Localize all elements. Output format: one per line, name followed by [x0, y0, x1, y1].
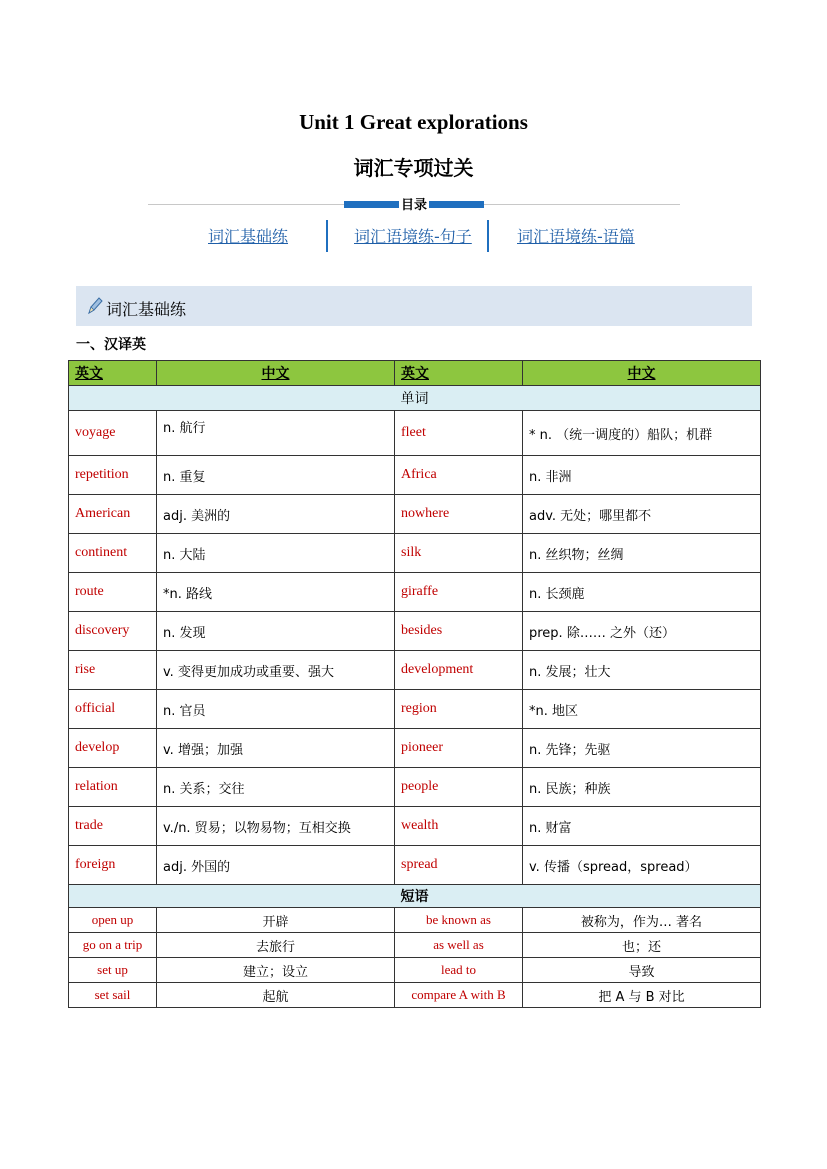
- word-english: voyage: [69, 411, 157, 456]
- header-english: 英文: [395, 361, 523, 386]
- vocabulary-table: [68, 360, 761, 1008]
- toc-label: 目录: [399, 194, 429, 213]
- phrase-english: set sail: [69, 983, 157, 1008]
- phrase-english: as well as: [395, 933, 523, 958]
- toc-separator: [326, 220, 328, 252]
- word-chinese: v. 变得更加成功或重要、强大: [157, 651, 395, 690]
- word-chinese: n. 发展；壮大: [523, 651, 761, 690]
- word-english: people: [395, 768, 523, 807]
- phrase-chinese: 导致: [523, 958, 761, 983]
- word-english: region: [395, 690, 523, 729]
- word-chinese: n. 官员: [157, 690, 395, 729]
- pencil-icon: [86, 296, 104, 316]
- word-english: rise: [69, 651, 157, 690]
- category-label: 短语: [69, 885, 761, 908]
- word-english: trade: [69, 807, 157, 846]
- table-row: [69, 933, 761, 958]
- table-row: [69, 534, 761, 573]
- word-chinese: n. 丝织物；丝绸: [523, 534, 761, 573]
- word-chinese: n. 大陆: [157, 534, 395, 573]
- word-chinese: n. 非洲: [523, 456, 761, 495]
- header-english: 英文: [69, 361, 157, 386]
- table-row: [69, 846, 761, 885]
- phrase-english: set up: [69, 958, 157, 983]
- word-chinese: n. 财富: [523, 807, 761, 846]
- phrase-english: open up: [69, 908, 157, 933]
- word-chinese: n. 先锋；先驱: [523, 729, 761, 768]
- phrase-chinese: 去旅行: [157, 933, 395, 958]
- table-row: [69, 958, 761, 983]
- word-english: giraffe: [395, 573, 523, 612]
- phrase-english: lead to: [395, 958, 523, 983]
- word-english: develop: [69, 729, 157, 768]
- toc-separator: [487, 220, 489, 252]
- word-chinese: adj. 外国的: [157, 846, 395, 885]
- table-row: [69, 573, 761, 612]
- word-english: Africa: [395, 456, 523, 495]
- word-english: development: [395, 651, 523, 690]
- header-chinese: 中文: [157, 361, 395, 386]
- table-row: [69, 612, 761, 651]
- word-chinese: n. 重复: [157, 456, 395, 495]
- word-chinese: n. 关系；交往: [157, 768, 395, 807]
- word-english: fleet: [395, 411, 523, 456]
- page-title: Unit 1 Great explorations: [299, 110, 528, 134]
- phrase-chinese: 被称为，作为… 著名: [523, 908, 761, 933]
- word-english: pioneer: [395, 729, 523, 768]
- table-header-row: [69, 361, 761, 386]
- phrase-chinese: 把 A 与 B 对比: [523, 983, 761, 1008]
- phrase-english: compare A with B: [395, 983, 523, 1008]
- word-chinese: v. 增强；加强: [157, 729, 395, 768]
- word-chinese: n. 发现: [157, 612, 395, 651]
- word-english: relation: [69, 768, 157, 807]
- word-chinese: *n. 地区: [523, 690, 761, 729]
- word-chinese: * n. （统一调度的）船队；机群: [523, 411, 761, 456]
- phrase-chinese: 建立；设立: [157, 958, 395, 983]
- category-label: 单词: [69, 386, 761, 411]
- table-row: [69, 908, 761, 933]
- phrase-english: go on a trip: [69, 933, 157, 958]
- category-row-words: [69, 386, 761, 411]
- table-row: [69, 495, 761, 534]
- word-chinese: n. 民族；种族: [523, 768, 761, 807]
- table-row: [69, 768, 761, 807]
- word-english: nowhere: [395, 495, 523, 534]
- section-title: 词汇基础练: [106, 300, 187, 319]
- word-english: besides: [395, 612, 523, 651]
- word-chinese: *n. 路线: [157, 573, 395, 612]
- table-row: [69, 456, 761, 495]
- toc-link-sentence[interactable]: 词汇语境练-句子: [354, 227, 472, 246]
- word-english: route: [69, 573, 157, 612]
- part-title: 一、汉译英: [76, 337, 146, 353]
- word-english: repetition: [69, 456, 157, 495]
- word-english: American: [69, 495, 157, 534]
- word-english: foreign: [69, 846, 157, 885]
- table-row: [69, 807, 761, 846]
- phrase-english: be known as: [395, 908, 523, 933]
- word-chinese: n. 航行: [157, 411, 395, 456]
- table-row: [69, 983, 761, 1008]
- word-english: continent: [69, 534, 157, 573]
- table-row: [69, 690, 761, 729]
- word-english: official: [69, 690, 157, 729]
- toc-accent-left: [344, 201, 400, 208]
- header-chinese: 中文: [523, 361, 761, 386]
- page-subtitle: 词汇专项过关: [353, 156, 474, 180]
- word-english: silk: [395, 534, 523, 573]
- phrase-chinese: 开辟: [157, 908, 395, 933]
- phrase-chinese: 也；还: [523, 933, 761, 958]
- table-row: [69, 411, 761, 456]
- word-chinese: adv. 无处；哪里都不: [523, 495, 761, 534]
- phrase-chinese: 起航: [157, 983, 395, 1008]
- table-row: [69, 651, 761, 690]
- word-english: spread: [395, 846, 523, 885]
- word-chinese: v./n. 贸易；以物易物；互相交换: [157, 807, 395, 846]
- word-chinese: prep. 除…… 之外（还）: [523, 612, 761, 651]
- toc-link-basic[interactable]: 词汇基础练: [208, 227, 289, 246]
- word-chinese: n. 长颈鹿: [523, 573, 761, 612]
- toc-accent-right: [428, 201, 484, 208]
- category-row-phrases: [69, 885, 761, 908]
- word-chinese: adj. 美洲的: [157, 495, 395, 534]
- word-chinese: v. 传播（spread，spread）: [523, 846, 761, 885]
- table-row: [69, 729, 761, 768]
- word-english: discovery: [69, 612, 157, 651]
- toc-link-passage[interactable]: 词汇语境练-语篇: [517, 227, 635, 246]
- word-english: wealth: [395, 807, 523, 846]
